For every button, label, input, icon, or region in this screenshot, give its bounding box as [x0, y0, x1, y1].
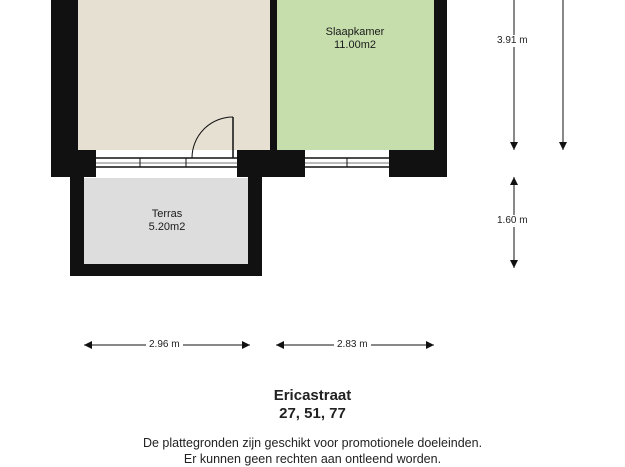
wall-middle: [270, 0, 277, 150]
wall-bottom-mid: [237, 150, 305, 177]
terrace-wall-right: [248, 177, 262, 276]
terrace-wall-left: [70, 177, 84, 276]
dimension-label-bottom-left: 2.96 m: [146, 339, 183, 351]
room-area: 11.00m2: [334, 39, 376, 51]
dimension-label-right-lower: 1.60 m: [494, 215, 531, 227]
room-area: 5.20m2: [148, 221, 186, 233]
window-living: [96, 150, 237, 177]
disclaimer-line-1: De plattegronden zijn geschikt voor promotionele doeleinden.: [142, 436, 483, 450]
dimension-label-right-upper: 3.91 m: [494, 35, 531, 47]
address-street: Ericastraat: [273, 387, 352, 404]
bedroom-floor: [277, 0, 434, 150]
dimension-line-right-upper: [510, 0, 567, 150]
living-room-floor: [78, 0, 270, 152]
wall-bottom-left: [51, 150, 96, 177]
disclaimer-line-2: Er kunnen geen rechten aan ontleend worden.: [183, 452, 442, 466]
wall-right: [434, 0, 447, 150]
wall-bottom-right: [389, 150, 447, 177]
window-bedroom: [305, 150, 389, 177]
address-numbers: 27, 51, 77: [279, 405, 346, 422]
dimension-label-bottom-right: 2.83 m: [334, 339, 371, 351]
room-label-terras: [112, 208, 222, 234]
room-label-slaapkamer: [300, 26, 410, 52]
terrace-wall-bottom: [70, 264, 262, 276]
room-name: Slaapkamer: [325, 26, 385, 38]
room-name: Terras: [151, 208, 183, 220]
